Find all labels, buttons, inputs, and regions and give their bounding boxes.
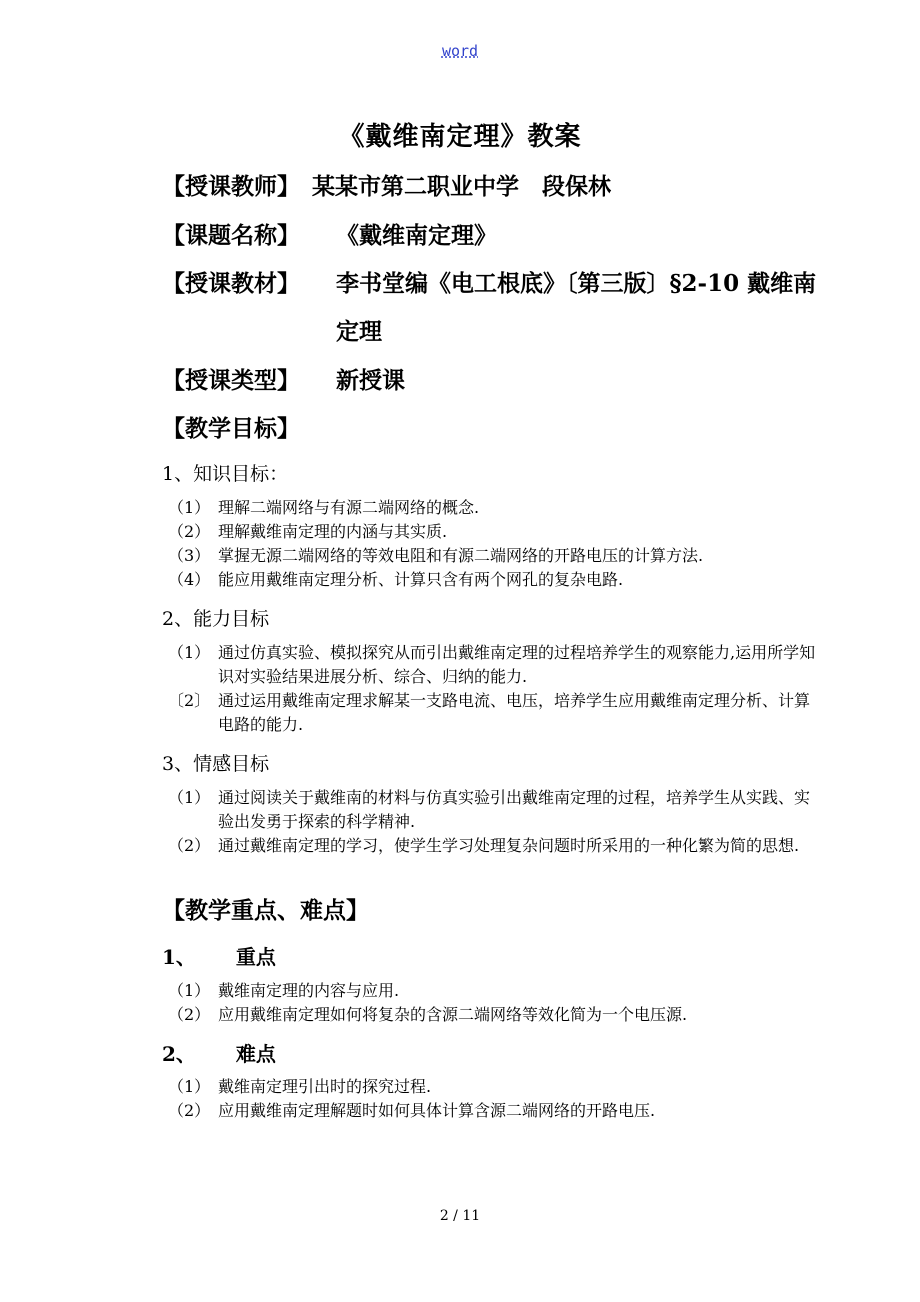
item-number: （2） [168,522,211,541]
item-text: 通过仿真实验、模拟探究从而引出戴维南定理的过程培养学生的观察能力,运用所学知识对实验结果进展分析、综合、归纳的能力. [218,643,816,686]
list-item [168,1099,818,1123]
item-number: （1） [168,788,211,807]
item-text: 能应用戴维南定理分析、计算只含有两个网孔的复杂电路. [218,570,624,589]
list-item [168,786,818,834]
key-points-heading: 【教学重点、难点】 [162,897,369,924]
item-number: 〔2〕 [168,691,211,710]
list-item [168,520,818,544]
item-text: 应用戴维南定理解题时如何具体计算含源二端网络的开路电压. [218,1101,656,1120]
difficulty-number: 2、 [162,1042,196,1066]
list-item [168,689,818,737]
item-text: 戴维南定理引出时的探究过程. [218,1077,432,1096]
list-item [168,979,818,1003]
item-text: 通过运用戴维南定理求解某一支路电流、电压，培养学生应用戴维南定理分析、计算电路的能力. [218,691,811,734]
focus-number: 1、 [162,945,196,969]
page-number: 2 / 11 [439,1208,481,1224]
info-teacher-row [162,168,611,201]
item-text: 通过阅读关于戴维南的材料与仿真实验引出戴维南定理的过程，培养学生从实践、实验出发勇于探索的科学精神. [218,788,811,831]
info-type-row [162,362,405,395]
info-textbook-value-cont: 定理 [336,318,382,345]
list-item [168,1075,818,1099]
item-number: （1） [168,1077,211,1096]
item-number: （2） [168,1005,211,1024]
info-textbook-label: 【授课教材】 [162,270,300,297]
difficulty-heading [162,1038,276,1067]
item-number: （2） [168,836,211,855]
item-text: 应用戴维南定理如何将复杂的含源二端网络等效化简为一个电压源. [218,1005,688,1024]
list-item [168,834,818,858]
info-textbook-value: 李书堂编《电工根底》〔第三版〕§2-10 戴维南 [336,270,817,297]
info-type-label: 【授课类型】 [162,367,300,394]
info-topic-value: 《戴维南定理》 [336,222,497,249]
focus-label: 重点 [235,945,276,969]
document-title: 《戴维南定理》教案 [338,122,582,152]
ability-heading: 2、能力目标 [162,608,270,630]
focus-heading [162,941,276,970]
item-number: （1） [168,981,211,1000]
list-item [168,496,818,520]
emotion-heading: 3、情感目标 [162,753,270,775]
item-text: 通过戴维南定理的学习，使学生学习处理复杂问题时所采用的一种化繁为简的思想. [218,836,800,855]
info-textbook-row [162,265,817,298]
item-number: （3） [168,546,211,565]
objectives-heading: 【教学目标】 [162,415,300,442]
list-item [168,544,818,568]
item-number: （1） [168,643,211,662]
item-text: 理解二端网络与有源二端网络的概念. [218,498,480,517]
info-teacher-label: 【授课教师】 [162,173,300,200]
info-type-value: 新授课 [336,367,405,394]
list-item [168,641,818,689]
header-word-link[interactable]: word [441,42,479,60]
item-number: （2） [168,1101,211,1120]
info-topic-label: 【课题名称】 [162,222,300,249]
item-number: （1） [168,498,211,517]
item-text: 戴维南定理的内容与应用. [218,981,400,1000]
item-text: 掌握无源二端网络的等效电阻和有源二端网络的开路电压的计算方法. [218,546,704,565]
info-teacher-value: 某某市第二职业中学 段保林 [312,173,611,200]
knowledge-heading: 1、知识目标： [162,463,289,485]
item-number: （4） [168,570,211,589]
info-topic-row [162,217,497,250]
difficulty-label: 难点 [235,1042,276,1066]
item-text: 理解戴维南定理的内涵与其实质. [218,522,448,541]
list-item [168,568,818,592]
list-item [168,1003,818,1027]
